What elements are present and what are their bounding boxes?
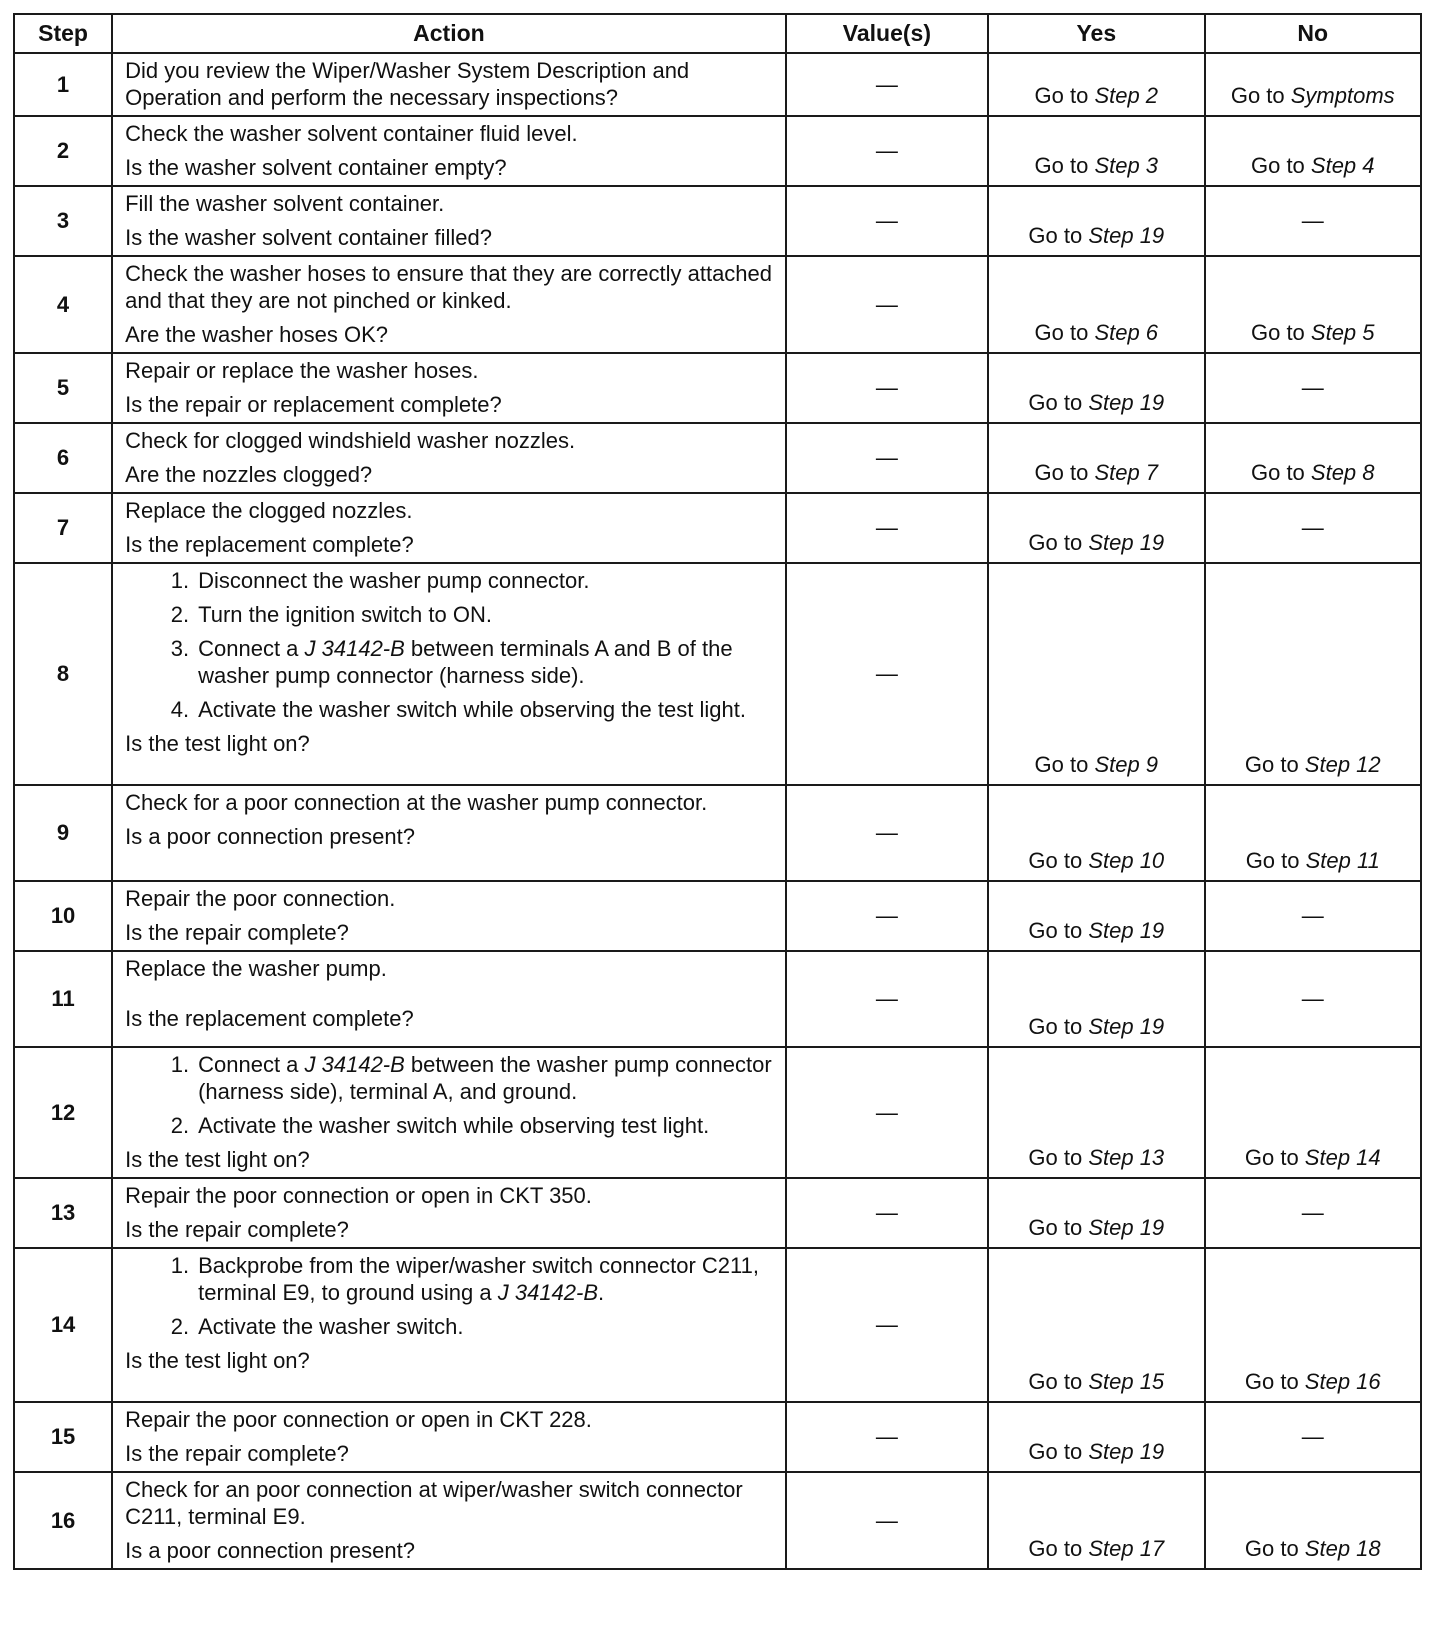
action-text: Check for an poor connection at wiper/washer switch connector C211, terminal E9.: [125, 1477, 743, 1529]
list-text-part: Disconnect the washer pump connector.: [198, 568, 590, 593]
step-number: 1: [14, 53, 112, 116]
goto-text: Go to: [1028, 1439, 1089, 1464]
yes-result: [988, 1178, 1204, 1248]
goto-text: Go to: [1244, 1536, 1305, 1561]
list-text-part: Connect a: [198, 636, 305, 661]
no-result: [1205, 1248, 1421, 1402]
header-no: No: [1205, 14, 1421, 53]
yes-target: Step 15: [1088, 1369, 1165, 1394]
goto-text: Go to: [1245, 848, 1306, 873]
table-row: [14, 186, 1421, 256]
table-row: [14, 53, 1421, 116]
step-number: 7: [14, 493, 112, 563]
list-text-part: Activate the washer switch while observing the test light.: [198, 697, 746, 722]
step-number: 3: [14, 186, 112, 256]
table-row: [14, 785, 1421, 881]
no-result: [1205, 1047, 1421, 1178]
list-text: [198, 635, 775, 689]
no-result: —: [1205, 353, 1421, 423]
action-text: Repair the poor connection or open in CKT 228.: [125, 1407, 592, 1432]
action-cell: [112, 353, 786, 423]
yes-target: Step 9: [1094, 752, 1159, 777]
action-list-item: [125, 635, 775, 689]
value-cell: —: [786, 53, 988, 116]
action-question: Is the repair complete?: [125, 920, 349, 945]
yes-result: [988, 1047, 1204, 1178]
no-result: —: [1205, 1178, 1421, 1248]
no-result: —: [1205, 493, 1421, 563]
tool-name: J 34142-B: [497, 1280, 599, 1305]
list-text-part: Activate the washer switch while observing test light.: [198, 1113, 710, 1138]
action-cell: [112, 881, 786, 951]
value-cell: —: [786, 1472, 988, 1569]
goto-text: Go to: [1034, 83, 1095, 108]
table-body: [14, 53, 1421, 1569]
no-result: —: [1205, 1402, 1421, 1472]
step-number: 12: [14, 1047, 112, 1178]
value-cell: —: [786, 785, 988, 881]
tool-name: J 34142-B: [304, 636, 405, 661]
yes-result: [988, 1472, 1204, 1569]
action-text: Check the washer hoses to ensure that they are correctly attached and that they are not pinched or kinked.: [125, 261, 773, 313]
action-cell: [112, 1472, 786, 1569]
yes-target: Step 19: [1088, 1014, 1165, 1039]
value-cell: —: [786, 493, 988, 563]
list-text: [198, 567, 775, 594]
list-text: [198, 696, 775, 723]
action-cell: [112, 116, 786, 186]
list-number: 2.: [170, 1314, 190, 1339]
table-row: [14, 256, 1421, 353]
yes-target: Step 19: [1088, 530, 1165, 555]
goto-text: Go to: [1250, 460, 1311, 485]
action-text: Check for a poor connection at the washer pump connector.: [125, 790, 708, 815]
action-cell: [112, 1047, 786, 1178]
action-cell: [112, 1178, 786, 1248]
action-list: [125, 567, 775, 723]
yes-result: [988, 116, 1204, 186]
action-question: Is the washer solvent container empty?: [125, 155, 507, 180]
value-cell: —: [786, 1178, 988, 1248]
table-row: [14, 951, 1421, 1047]
no-result: [1205, 53, 1421, 116]
list-text: [198, 1051, 775, 1105]
action-cell: [112, 563, 786, 785]
list-number: 1.: [170, 1253, 190, 1278]
goto-text: Go to: [1028, 1536, 1089, 1561]
action-question: Is the washer solvent container filled?: [125, 225, 492, 250]
action-list-item: [125, 1051, 775, 1105]
yes-result: [988, 353, 1204, 423]
goto-text: Go to: [1028, 918, 1089, 943]
action-cell: [112, 53, 786, 116]
no-result: —: [1205, 881, 1421, 951]
no-target: Step 12: [1304, 752, 1381, 777]
yes-result: [988, 785, 1204, 881]
yes-target: Step 19: [1088, 390, 1165, 415]
goto-text: Go to: [1250, 320, 1311, 345]
action-text: Check the washer solvent container fluid level.: [125, 121, 578, 146]
yes-result: [988, 186, 1204, 256]
list-number: 2.: [170, 602, 190, 627]
goto-text: Go to: [1028, 223, 1089, 248]
step-number: 5: [14, 353, 112, 423]
yes-target: Step 19: [1088, 918, 1165, 943]
yes-result: [988, 423, 1204, 493]
action-cell: [112, 951, 786, 1047]
action-cell: [112, 785, 786, 881]
yes-result: [988, 1248, 1204, 1402]
step-number: 6: [14, 423, 112, 493]
no-target: Step 14: [1304, 1145, 1381, 1170]
action-text: Check for clogged windshield washer nozzles.: [125, 428, 576, 453]
action-cell: [112, 423, 786, 493]
goto-text: Go to: [1034, 752, 1095, 777]
yes-result: [988, 1402, 1204, 1472]
list-text: [198, 1252, 775, 1306]
step-number: 11: [14, 951, 112, 1047]
step-number: 9: [14, 785, 112, 881]
step-number: 10: [14, 881, 112, 951]
no-target: Step 16: [1304, 1369, 1381, 1394]
action-list-item: [125, 567, 775, 594]
action-list-item: [125, 601, 775, 628]
action-text: Repair the poor connection.: [125, 886, 396, 911]
value-cell: —: [786, 186, 988, 256]
step-number: 13: [14, 1178, 112, 1248]
value-cell: —: [786, 256, 988, 353]
no-result: [1205, 116, 1421, 186]
goto-text: Go to: [1250, 153, 1311, 178]
yes-result: [988, 563, 1204, 785]
table-row: [14, 1402, 1421, 1472]
action-list-item: [125, 1112, 775, 1139]
goto-text: Go to: [1244, 1369, 1305, 1394]
action-list-item: [125, 1252, 775, 1306]
value-cell: —: [786, 116, 988, 186]
header-step: Step: [14, 14, 112, 53]
value-cell: —: [786, 1047, 988, 1178]
header-action: Action: [112, 14, 786, 53]
header-row: [14, 14, 1421, 53]
list-text: [198, 1313, 775, 1340]
table-row: [14, 116, 1421, 186]
action-question: Did you review the Wiper/Washer System Description and Operation and perform the necessary inspections?: [125, 58, 690, 110]
goto-text: Go to: [1230, 83, 1291, 108]
no-result: [1205, 785, 1421, 881]
step-number: 14: [14, 1248, 112, 1402]
no-result: —: [1205, 186, 1421, 256]
goto-text: Go to: [1028, 1145, 1089, 1170]
yes-result: [988, 53, 1204, 116]
table-row: [14, 1178, 1421, 1248]
action-cell: [112, 1248, 786, 1402]
yes-target: Step 19: [1088, 1439, 1165, 1464]
step-number: 16: [14, 1472, 112, 1569]
diagnostic-table: [13, 13, 1422, 1570]
action-question: Are the washer hoses OK?: [125, 322, 389, 347]
no-result: [1205, 256, 1421, 353]
action-question: Is a poor connection present?: [125, 1538, 415, 1563]
list-number: 1.: [170, 568, 190, 593]
action-list: [125, 1051, 775, 1139]
action-text: Repair the poor connection or open in CKT 350.: [125, 1183, 592, 1208]
table-row: [14, 493, 1421, 563]
goto-text: Go to: [1244, 1145, 1305, 1170]
table-row: [14, 1248, 1421, 1402]
yes-result: [988, 256, 1204, 353]
list-text: [198, 601, 775, 628]
no-target: Symptoms: [1290, 83, 1395, 108]
action-cell: [112, 493, 786, 563]
goto-text: Go to: [1034, 320, 1095, 345]
action-question: Is the repair complete?: [125, 1217, 349, 1242]
header-values: Value(s): [786, 14, 988, 53]
list-number: 3.: [170, 636, 190, 661]
action-question: Are the nozzles clogged?: [125, 462, 373, 487]
action-cell: [112, 186, 786, 256]
action-list-item: [125, 696, 775, 723]
yes-result: [988, 951, 1204, 1047]
list-number: 4.: [170, 697, 190, 722]
no-result: —: [1205, 951, 1421, 1047]
list-text-part: Turn the ignition switch to ON.: [198, 602, 492, 627]
yes-target: Step 3: [1094, 153, 1159, 178]
action-text: Fill the washer solvent container.: [125, 191, 445, 216]
action-question: Is the repair or replacement complete?: [125, 392, 502, 417]
no-target: Step 8: [1310, 460, 1375, 485]
table-row: [14, 1472, 1421, 1569]
yes-target: Step 10: [1088, 848, 1165, 873]
yes-target: Step 19: [1088, 223, 1165, 248]
yes-result: [988, 493, 1204, 563]
action-question: Is the replacement complete?: [125, 1006, 414, 1031]
yes-target: Step 6: [1094, 320, 1159, 345]
yes-target: Step 7: [1094, 460, 1159, 485]
value-cell: —: [786, 881, 988, 951]
no-target: Step 18: [1304, 1536, 1381, 1561]
no-target: Step 11: [1305, 848, 1380, 873]
action-text: Repair or replace the washer hoses.: [125, 358, 479, 383]
yes-target: Step 19: [1088, 1215, 1165, 1240]
list-text: [198, 1112, 775, 1139]
list-text-part: between terminals A and B of the washer pump connector (harness side).: [198, 636, 733, 688]
yes-result: [988, 881, 1204, 951]
spacer: [125, 989, 775, 1005]
yes-target: Step 13: [1088, 1145, 1165, 1170]
action-question: Is the replacement complete?: [125, 532, 414, 557]
action-text: Replace the washer pump.: [125, 956, 387, 981]
no-result: [1205, 423, 1421, 493]
table-row: [14, 1047, 1421, 1178]
step-number: 4: [14, 256, 112, 353]
goto-text: Go to: [1028, 1369, 1089, 1394]
goto-text: Go to: [1028, 1215, 1089, 1240]
goto-text: Go to: [1244, 752, 1305, 777]
table-row: [14, 881, 1421, 951]
value-cell: —: [786, 423, 988, 493]
step-number: 8: [14, 563, 112, 785]
yes-target: Step 17: [1088, 1536, 1165, 1561]
table-row: [14, 563, 1421, 785]
action-question: Is the repair complete?: [125, 1441, 349, 1466]
value-cell: —: [786, 563, 988, 785]
list-number: 2.: [170, 1113, 190, 1138]
list-number: 1.: [170, 1052, 190, 1077]
action-cell: [112, 256, 786, 353]
list-text-part: Backprobe from the wiper/washer switch connector C211, terminal E9, to ground using a: [198, 1253, 759, 1305]
goto-text: Go to: [1034, 460, 1095, 485]
action-question: Is the test light on?: [125, 1348, 310, 1373]
no-target: Step 4: [1310, 153, 1375, 178]
goto-text: Go to: [1028, 1014, 1089, 1039]
no-target: Step 5: [1310, 320, 1375, 345]
step-number: 15: [14, 1402, 112, 1472]
goto-text: Go to: [1028, 390, 1089, 415]
value-cell: —: [786, 951, 988, 1047]
action-text: Replace the clogged nozzles.: [125, 498, 413, 523]
no-result: [1205, 1472, 1421, 1569]
table-row: [14, 353, 1421, 423]
action-cell: [112, 1402, 786, 1472]
list-text-part: .: [598, 1280, 605, 1305]
action-list-item: [125, 1313, 775, 1340]
tool-name: J 34142-B: [304, 1052, 405, 1077]
step-number: 2: [14, 116, 112, 186]
goto-text: Go to: [1028, 530, 1089, 555]
yes-target: Step 2: [1094, 83, 1159, 108]
list-text-part: Connect a: [198, 1052, 305, 1077]
no-result: [1205, 563, 1421, 785]
goto-text: Go to: [1028, 848, 1089, 873]
action-question: Is the test light on?: [125, 1147, 310, 1172]
list-text-part: Activate the washer switch.: [198, 1314, 464, 1339]
goto-text: Go to: [1034, 153, 1095, 178]
list-text-part: between the washer pump connector (harness side), terminal A, and ground.: [198, 1052, 772, 1104]
table-row: [14, 423, 1421, 493]
value-cell: —: [786, 1248, 988, 1402]
value-cell: —: [786, 353, 988, 423]
value-cell: —: [786, 1402, 988, 1472]
action-list: [125, 1252, 775, 1340]
header-yes: Yes: [988, 14, 1204, 53]
action-question: Is the test light on?: [125, 731, 310, 756]
action-question: Is a poor connection present?: [125, 824, 415, 849]
